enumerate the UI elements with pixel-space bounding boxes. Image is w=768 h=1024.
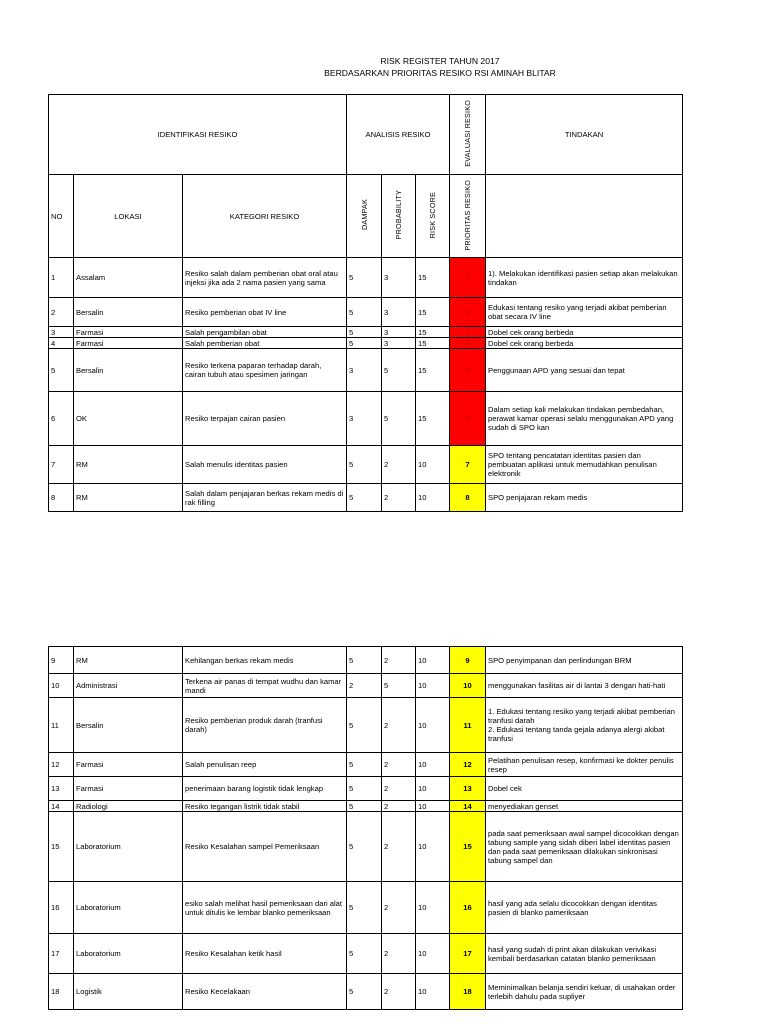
table-row [49,327,683,338]
row-kategori: Resiko terkena paparan terhadap darah, cairan tubuh atau spesimen jaringan [183,349,347,392]
row-dampak: 5 [347,338,382,349]
row-risk-score: 10 [416,753,450,777]
row-no: 16 [49,882,74,934]
row-no: 15 [49,812,74,882]
row-probability: 2 [382,647,416,674]
row-tindakan: SPO penjajaran rekam medis [486,484,683,512]
row-dampak: 5 [347,327,382,338]
row-probability: 2 [382,698,416,753]
row-dampak: 5 [347,698,382,753]
row-tindakan: Dobel cek orang berbeda [486,327,683,338]
row-probability: 2 [382,484,416,512]
row-no: 2 [49,298,74,327]
row-risk-score: 10 [416,698,450,753]
row-dampak: 5 [347,882,382,934]
table-row [49,446,683,484]
table-row [49,698,683,753]
row-dampak: 5 [347,258,382,298]
row-no: 14 [49,801,74,812]
row-tindakan: 1). Melakukan identifikasi pasien setiap akan melakukan tindakan [486,258,683,298]
row-kategori: Salah pemberian obat [183,338,347,349]
table-row [49,934,683,974]
row-dampak: 5 [347,753,382,777]
row-tindakan: menggunakan fasilitas air di lantai 3 dengan hati-hati [486,674,683,698]
header-prioritas: PRIORITAS RESIKO [450,175,486,258]
row-no: 17 [49,934,74,974]
risk-register-table-1 [48,94,683,512]
row-tindakan: Dobel cek orang berbeda [486,338,683,349]
header-probability: PROBABILITY [382,175,416,258]
row-lokasi: Farmasi [74,777,183,801]
header-identifikasi: IDENTIFIKASI RESIKO [49,95,347,175]
row-dampak: 5 [347,934,382,974]
row-probability: 2 [382,974,416,1010]
row-lokasi: OK [74,392,183,446]
header-evaluasi: EVALUASI RESIKO [450,95,486,175]
row-risk-score: 15 [416,298,450,327]
row-no: 18 [49,974,74,1010]
table-row [49,801,683,812]
row-prioritas: 1 [450,258,486,298]
row-dampak: 5 [347,801,382,812]
header-dampak: DAMPAK [347,175,382,258]
header-no: NO [49,175,74,258]
row-probability: 3 [382,327,416,338]
row-kategori: Resiko pemberian produk darah (tranfusi darah) [183,698,347,753]
row-lokasi: RM [74,647,183,674]
row-risk-score: 15 [416,349,450,392]
table-row [49,674,683,698]
row-risk-score: 15 [416,392,450,446]
row-kategori: Resiko Kesalahan sampel Pemeriksaan [183,812,347,882]
row-probability: 3 [382,338,416,349]
row-no: 12 [49,753,74,777]
row-tindakan: pada saat pemeriksaan awal sampel dicocokkan dengan tabung sample yang sidah diberi label identitas pasien dan pada saat pemeriksaan dilakukan sinkronisasi tabung sampel dan [486,812,683,882]
row-dampak: 5 [347,974,382,1010]
row-kategori: Salah dalam penjajaran berkas rekam medis di rak filling [183,484,347,512]
row-probability: 2 [382,753,416,777]
row-lokasi: Bersalin [74,298,183,327]
row-probability: 2 [382,812,416,882]
row-dampak: 5 [347,777,382,801]
row-prioritas: 2 [450,298,486,327]
row-tindakan: 1. Edukasi tentang resiko yang terjadi akibat pemberian tranfusi darah 2. Edukasi tentang tanda gejala adanya alergi akibat tranfusi [486,698,683,753]
header-tindakan: TINDAKAN [486,95,683,175]
row-dampak: 5 [347,812,382,882]
row-lokasi: Farmasi [74,327,183,338]
row-tindakan: hasil yang sudah di print akan dilakukan verivikasi kembali berdasarkan catatan blanko pemeriksaan [486,934,683,974]
row-lokasi: Administrasi [74,674,183,698]
row-kategori: esiko salah melihat hasil pemeriksaan dari alat untuk ditulis ke lembar blanko pemeriksaan [183,882,347,934]
document-title: RISK REGISTER TAHUN 2017 [380,56,500,66]
row-lokasi: Laboratorium [74,882,183,934]
header-risk-score: RISK SCORE [416,175,450,258]
row-dampak: 5 [347,446,382,484]
row-prioritas: 18 [450,974,486,1010]
row-kategori: Resiko pemberian obat IV line [183,298,347,327]
row-probability: 2 [382,801,416,812]
row-prioritas: 8 [450,484,486,512]
row-tindakan: Dobel cek [486,777,683,801]
document-subtitle: BERDASARKAN PRIORITAS RESIKO RSI AMINAH BLITAR [324,68,556,78]
row-risk-score: 15 [416,338,450,349]
row-no: 9 [49,647,74,674]
row-probability: 5 [382,674,416,698]
row-kategori: penerimaan barang logistik tidak lengkap [183,777,347,801]
row-kategori: Kehilangan berkas rekam medis [183,647,347,674]
header-analisis: ANALISIS RESIKO [347,95,450,175]
table-row [49,974,683,1010]
row-prioritas: 11 [450,698,486,753]
row-no: 10 [49,674,74,698]
row-risk-score: 10 [416,801,450,812]
row-risk-score: 10 [416,647,450,674]
row-kategori: Resiko Kecelakaan [183,974,347,1010]
row-no: 7 [49,446,74,484]
row-tindakan: hasil yang ada selalu dicocokkan dengan identitas pasien di blanko pameriksaan [486,882,683,934]
table-row [49,258,683,298]
row-risk-score: 10 [416,484,450,512]
row-tindakan: Edukasi tentang resiko yang terjadi akibat pemberian obat secara IV line [486,298,683,327]
row-risk-score: 10 [416,812,450,882]
row-no: 6 [49,392,74,446]
row-no: 3 [49,327,74,338]
row-lokasi: RM [74,446,183,484]
row-probability: 5 [382,392,416,446]
row-lokasi: Farmasi [74,753,183,777]
header-tindakan-blank [486,175,683,258]
row-lokasi: Farmasi [74,338,183,349]
table-row [49,298,683,327]
row-tindakan: menyediakan genset [486,801,683,812]
table-row [49,484,683,512]
row-probability: 2 [382,446,416,484]
row-tindakan: Dalam setiap kali melakukan tindakan pembedahan, perawat kamar operasi selalu menggunakan APD yang sudah di SPO kan [486,392,683,446]
row-probability: 2 [382,777,416,801]
row-risk-score: 10 [416,934,450,974]
row-lokasi: Laboratorium [74,812,183,882]
table-row [49,812,683,882]
table-row [49,882,683,934]
row-kategori: Resiko tegangan listrik tidak stabil [183,801,347,812]
row-kategori: Salah pengambilan obat [183,327,347,338]
row-tindakan: SPO penyimpanan dan perlindungan BRM [486,647,683,674]
header-lokasi: LOKASI [74,175,183,258]
row-prioritas: 9 [450,647,486,674]
row-dampak: 5 [347,647,382,674]
row-prioritas: 17 [450,934,486,974]
row-risk-score: 10 [416,674,450,698]
row-prioritas: 12 [450,753,486,777]
row-kategori: Resiko salah dalam pemberian obat oral atau injeksi jika ada 2 nama pasien yang sama [183,258,347,298]
row-prioritas: 4 [450,338,486,349]
table-row [49,647,683,674]
header-kategori: KATEGORI RESIKO [183,175,347,258]
row-risk-score: 10 [416,777,450,801]
row-lokasi: Assalam [74,258,183,298]
row-dampak: 3 [347,349,382,392]
row-probability: 2 [382,882,416,934]
row-tindakan: Pelatihan penulisan resep, konfirmasi ke dokter penulis resep [486,753,683,777]
table-row [49,753,683,777]
row-dampak: 5 [347,484,382,512]
row-prioritas: 3 [450,327,486,338]
row-risk-score: 10 [416,446,450,484]
row-kategori: Salah menulis identitas pasien [183,446,347,484]
row-no: 8 [49,484,74,512]
row-no: 13 [49,777,74,801]
row-prioritas: 14 [450,801,486,812]
row-lokasi: Logistik [74,974,183,1010]
row-risk-score: 10 [416,882,450,934]
row-probability: 2 [382,934,416,974]
row-dampak: 5 [347,298,382,327]
row-no: 1 [49,258,74,298]
row-lokasi: Radiologi [74,801,183,812]
row-prioritas: 16 [450,882,486,934]
row-no: 4 [49,338,74,349]
row-no: 5 [49,349,74,392]
table-row [49,338,683,349]
row-prioritas: 6 [450,392,486,446]
row-lokasi: Bersalin [74,698,183,753]
risk-register-table-2 [48,646,683,1010]
row-probability: 3 [382,258,416,298]
row-tindakan: Meminimalkan belanja sendiri keluar, di usahakan order terlebih dahulu pada supliyer [486,974,683,1010]
row-prioritas: 15 [450,812,486,882]
row-kategori: Resiko Kesalahan ketik hasil [183,934,347,974]
row-tindakan: SPO tentang pencatatan identitas pasien dan pembuatan aplikasi untuk memudahkan penulisan elektronik [486,446,683,484]
table-row [49,392,683,446]
row-risk-score: 15 [416,258,450,298]
row-dampak: 3 [347,392,382,446]
table-row [49,349,683,392]
row-prioritas: 5 [450,349,486,392]
row-tindakan: Penggunaan APD yang sesuai dan tepat [486,349,683,392]
table-row [49,777,683,801]
row-probability: 3 [382,298,416,327]
row-kategori: Salah penulisan reep [183,753,347,777]
row-lokasi: Bersalin [74,349,183,392]
row-kategori: Terkena air panas di tempat wudhu dan kamar mandi [183,674,347,698]
row-lokasi: RM [74,484,183,512]
row-prioritas: 7 [450,446,486,484]
row-no: 11 [49,698,74,753]
row-prioritas: 10 [450,674,486,698]
row-prioritas: 13 [450,777,486,801]
row-kategori: Resiko terpajan cairan pasien [183,392,347,446]
row-probability: 5 [382,349,416,392]
row-risk-score: 15 [416,327,450,338]
row-risk-score: 10 [416,974,450,1010]
row-dampak: 2 [347,674,382,698]
row-lokasi: Laboratorium [74,934,183,974]
